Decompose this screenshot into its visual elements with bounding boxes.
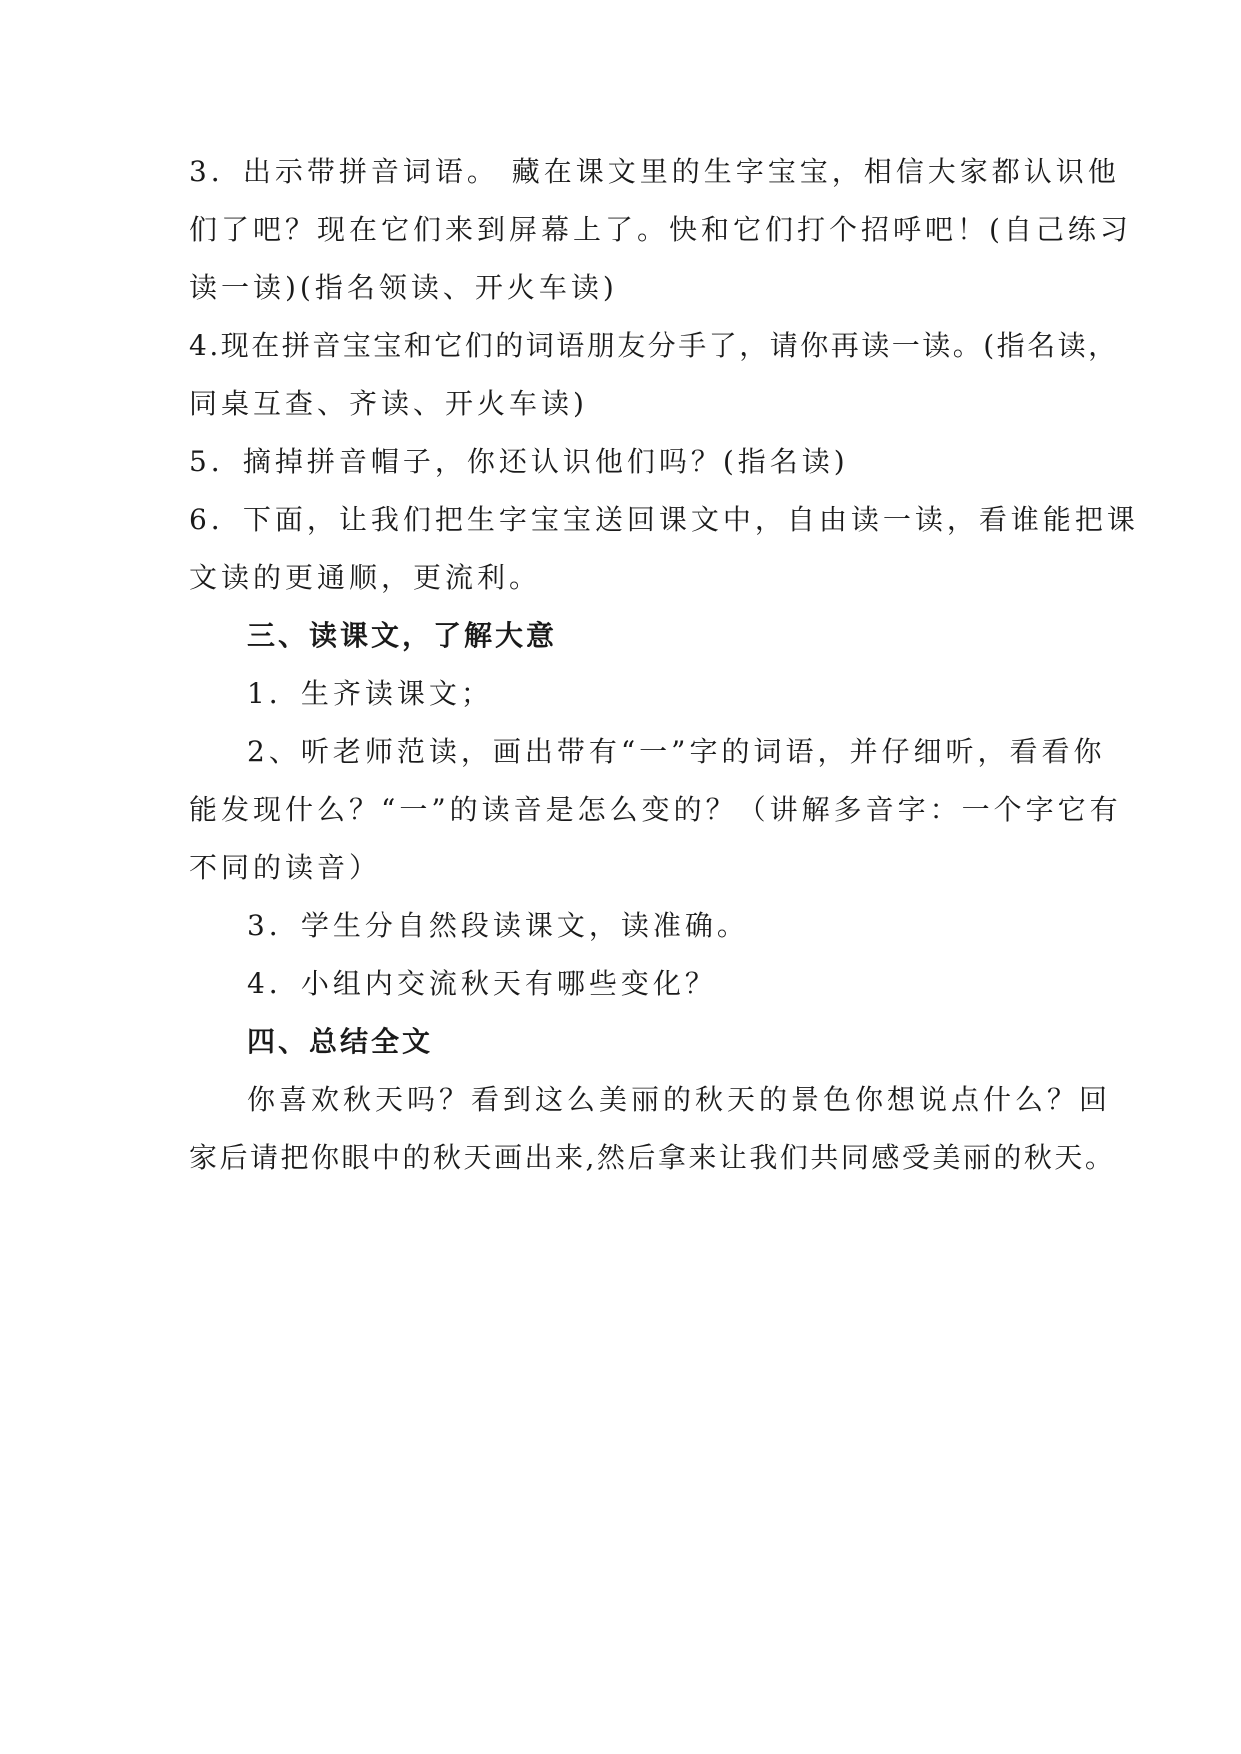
section3-step2-line2: 能发现什么？“一”的读音是怎么变的？（讲解多音字：一个字它有 [189,793,1122,826]
section4-para-line2: 家后请把你眼中的秋天画出来,然后拿来让我们共同感受美丽的秋天。 [189,1141,1116,1174]
section3-step2-line3: 不同的读音） [189,851,382,884]
section3-heading: 三、读课文，了解大意 [247,619,558,652]
section3-step4: 4．小组内交流秋天有哪些变化？ [247,967,717,1000]
item3-line2: 们了吧？现在它们来到屏幕上了。快和它们打个招呼吧！(自己练习 [189,213,1132,246]
item4-line2: 同桌互查、齐读、开火车读) [189,387,588,420]
section3-step2-line1: 2、听老师范读，画出带有“一”字的词语，并仔细听，看看你 [247,735,1106,768]
item5-line1: 5．摘掉拼音帽子，你还认识他们吗？(指名读) [189,445,849,478]
item3-line3: 读一读)(指名领读、开火车读) [189,271,618,304]
section4-para-line1: 你喜欢秋天吗？看到这么美丽的秋天的景色你想说点什么？回 [247,1083,1112,1116]
item6-line1: 6．下面，让我们把生字宝宝送回课文中，自由读一读，看谁能把课 [189,503,1139,536]
section3-step3: 3．学生分自然段读课文，读准确。 [247,909,749,942]
item3-line1: 3．出示带拼音词语。 藏在课文里的生字宝宝，相信大家都认识他 [189,155,1120,188]
item6-line2: 文读的更通顺，更流利。 [189,561,542,594]
section4-heading: 四、总结全文 [247,1025,434,1058]
item4-line1: 4.现在拼音宝宝和它们的词语朋友分手了，请你再读一读。(指名读， [189,329,1119,362]
section3-step1: 1．生齐读课文； [247,677,493,710]
